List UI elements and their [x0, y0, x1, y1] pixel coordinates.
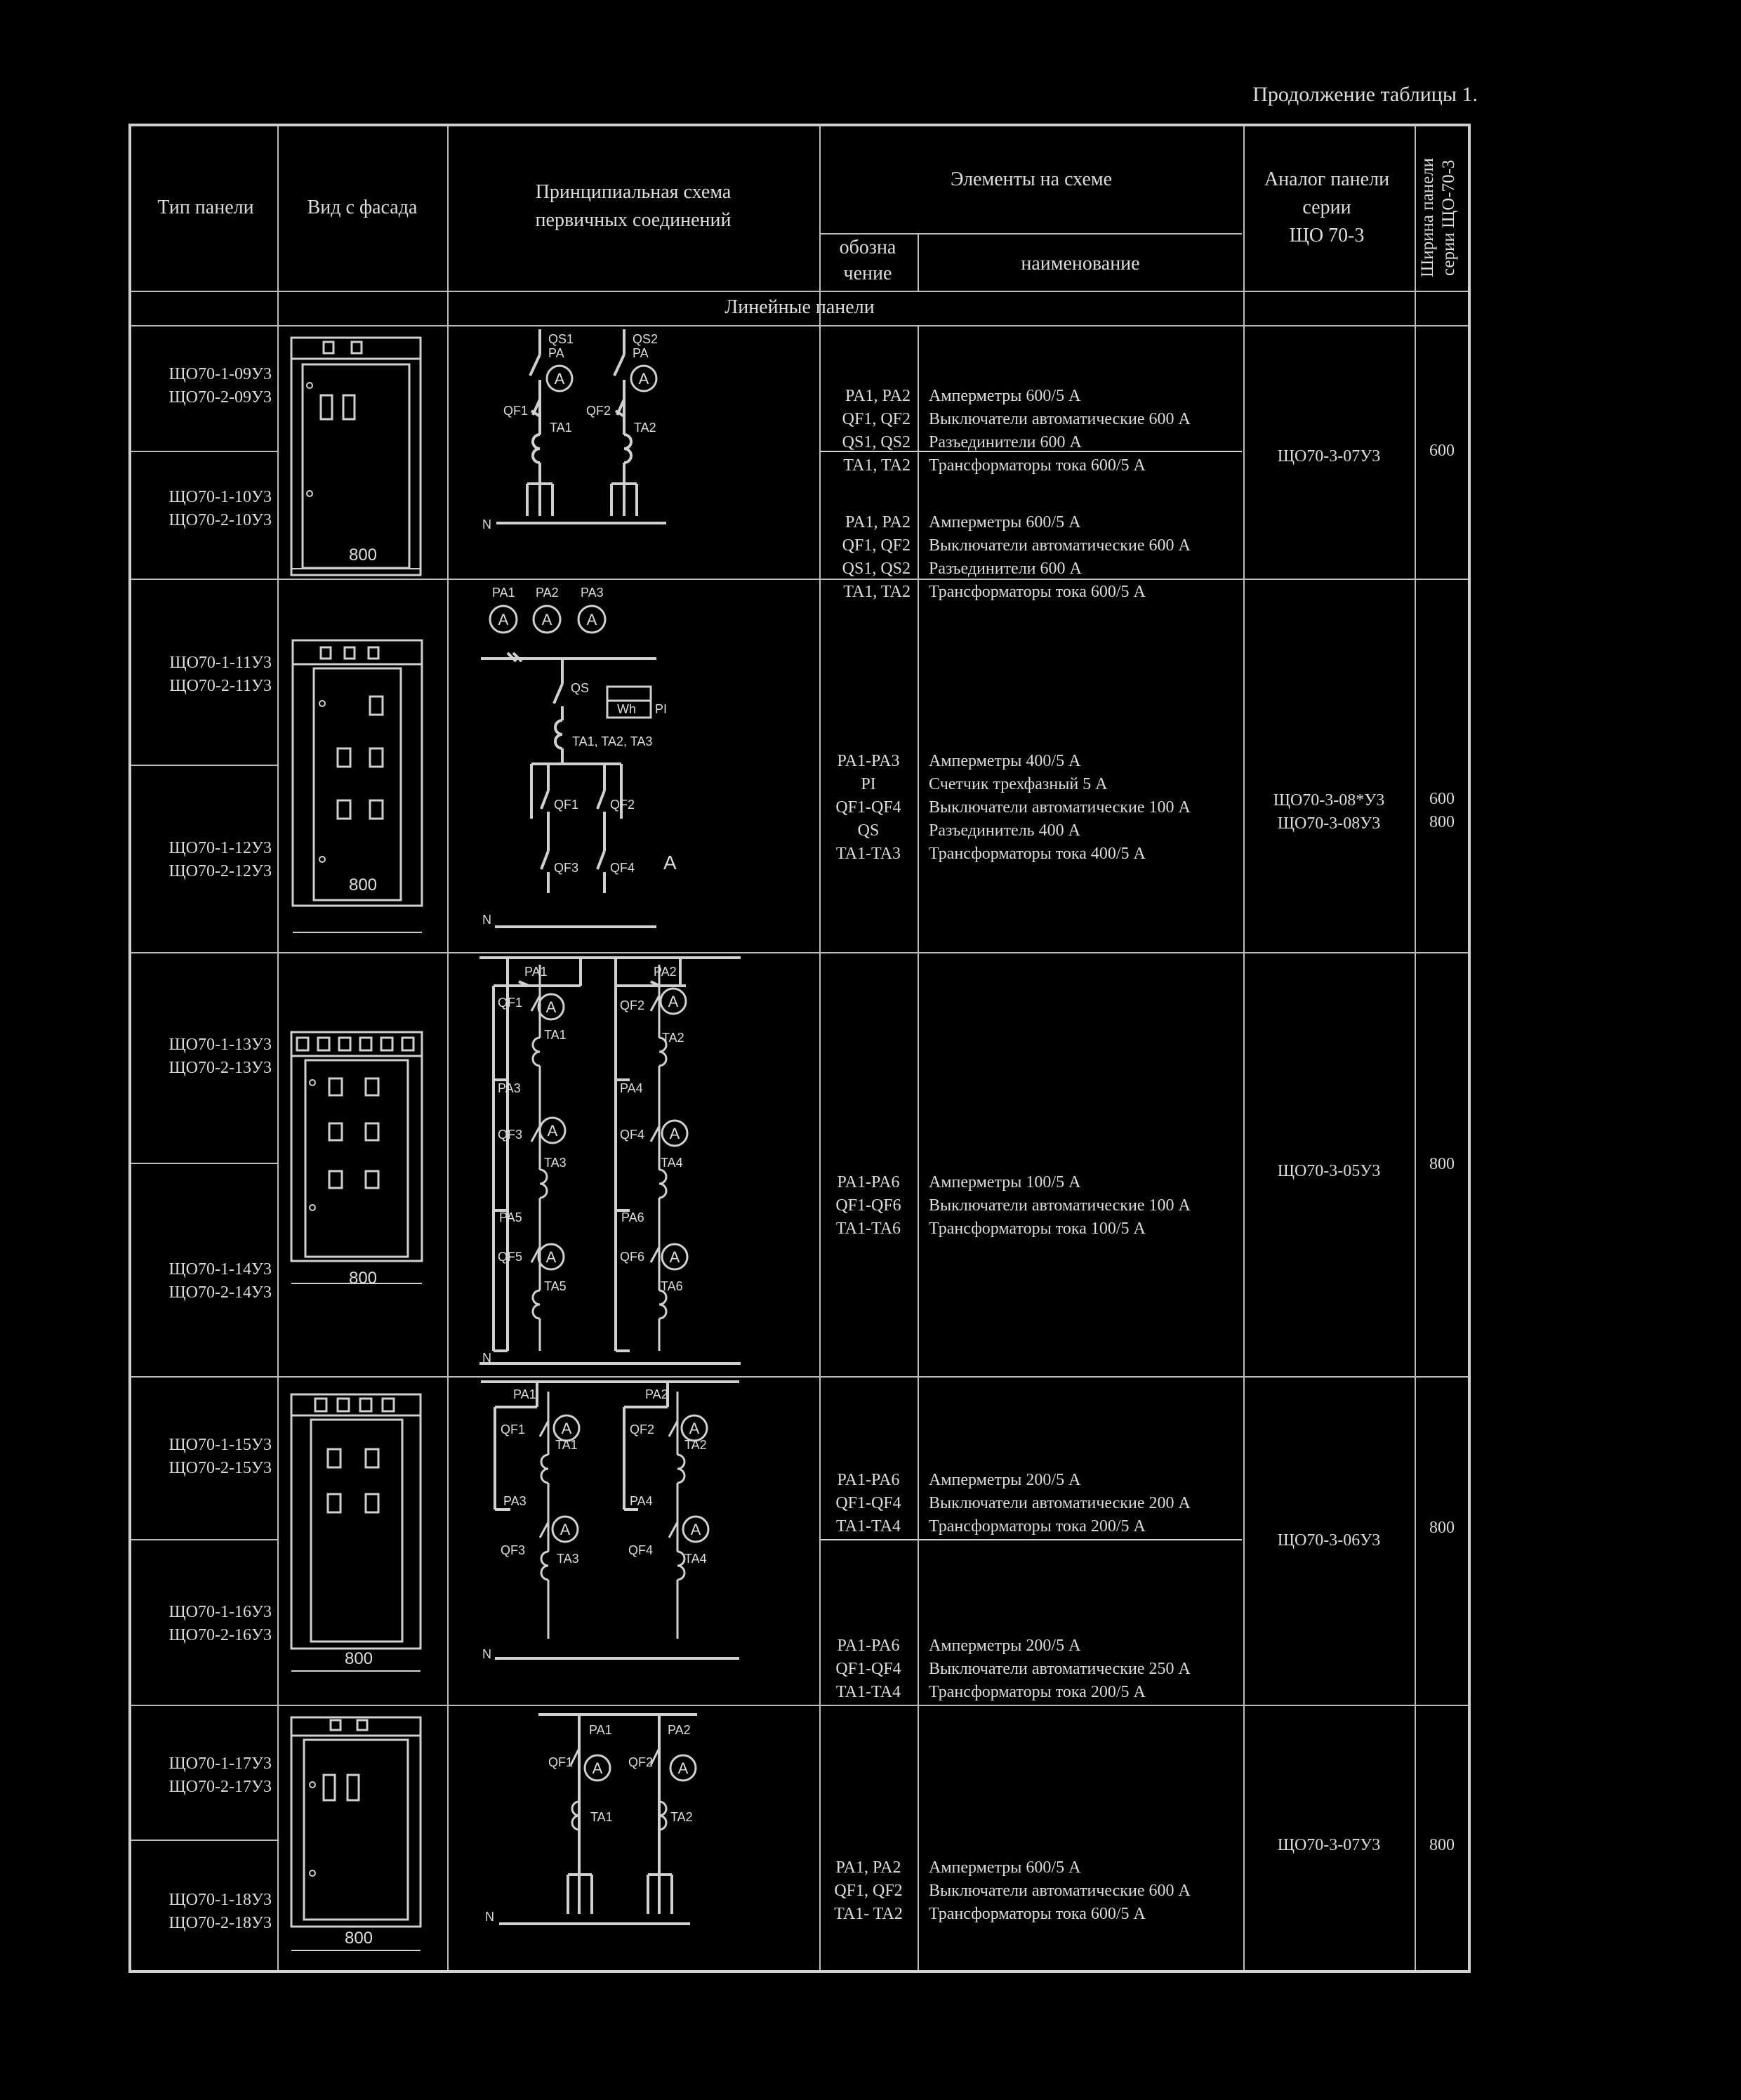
names-17: Амперметры 600/5 А Выключатели автоматические 600 А Трансформаторы тока 600/5 А — [929, 1858, 1191, 1923]
svg-text:TA3: TA3 — [557, 1552, 579, 1566]
facade-view-09 — [279, 326, 446, 577]
svg-text:QF1: QF1 — [548, 1755, 574, 1769]
svg-text:PA2: PA2 — [536, 586, 559, 600]
svg-text:A: A — [561, 1420, 572, 1437]
svg-text:QF2: QF2 — [628, 1755, 654, 1769]
svg-text:QF2: QF2 — [610, 798, 635, 812]
width-4: 800 — [1429, 1836, 1455, 1854]
svg-text:N: N — [482, 1647, 491, 1661]
names-13: Амперметры 100/5 А Выключатели автоматические 100 А Трансформаторы тока 100/5 А — [929, 1173, 1191, 1238]
svg-text:A: A — [668, 993, 679, 1010]
svg-text:QF1: QF1 — [503, 404, 529, 418]
svg-text:A: A — [689, 1420, 700, 1437]
svg-text:QF3: QF3 — [498, 1128, 523, 1142]
facade-width-11: 800 — [348, 876, 378, 894]
scheme-11 — [449, 580, 818, 951]
svg-text:A: A — [545, 998, 557, 1016]
svg-text:QS1: QS1 — [548, 332, 574, 346]
scheme-09 — [449, 326, 818, 577]
svg-text:PA4: PA4 — [620, 1081, 643, 1095]
section-title: Линейные панели — [724, 296, 875, 318]
scheme-17 — [449, 1706, 818, 1970]
svg-text:PA5: PA5 — [499, 1210, 522, 1224]
header-elements: Элементы на схеме — [950, 169, 1113, 190]
names-16: Амперметры 200/5 А Выключатели автоматические 250 А Трансформаторы тока 200/5 А — [929, 1637, 1191, 1701]
svg-text:A: A — [638, 370, 649, 388]
svg-text:TA1: TA1 — [555, 1438, 578, 1452]
analog-1: ЩО70-3-08*У3 ЩО70-3-08У3 — [1273, 791, 1385, 833]
type-11: ЩО70-1-11У3 ЩО70-2-11У3 — [169, 654, 272, 695]
width-2: 800 — [1429, 1155, 1455, 1173]
facade-width-17: 800 — [344, 1929, 373, 1948]
svg-text:N: N — [482, 517, 491, 531]
facade-width-09: 800 — [348, 546, 378, 564]
svg-text:QF1: QF1 — [498, 996, 523, 1010]
svg-text:PA3: PA3 — [498, 1081, 521, 1095]
panel-table — [128, 124, 1471, 1973]
svg-text:QS2: QS2 — [633, 332, 658, 346]
header-type: Тип панели — [157, 197, 254, 218]
facade-width-15: 800 — [344, 1649, 373, 1668]
svg-text:A: A — [541, 611, 552, 628]
svg-text:QF4: QF4 — [610, 861, 635, 875]
type-10: ЩО70-1-10У3 ЩО70-2-10У3 — [168, 488, 272, 529]
type-12: ЩО70-1-12У3 ЩО70-2-12У3 — [168, 839, 272, 880]
svg-text:A: A — [498, 611, 509, 628]
svg-text:QF3: QF3 — [501, 1543, 526, 1557]
svg-text:PA1: PA1 — [513, 1387, 536, 1401]
desig-16: PA1-PA6 QF1-QF4 TA1-TA4 — [835, 1637, 901, 1701]
svg-text:QF2: QF2 — [630, 1422, 655, 1437]
svg-text:TA6: TA6 — [661, 1279, 683, 1293]
svg-text:PA6: PA6 — [621, 1210, 644, 1224]
svg-text:N: N — [482, 913, 491, 927]
svg-text:N: N — [485, 1910, 494, 1924]
svg-text:PA3: PA3 — [581, 586, 604, 600]
svg-text:TA2: TA2 — [684, 1438, 707, 1452]
header-designation: обозна чение — [839, 237, 896, 284]
svg-text:TA2: TA2 — [662, 1031, 684, 1045]
analog-2: ЩО70-3-05У3 — [1277, 1162, 1381, 1180]
type-14: ЩО70-1-14У3 ЩО70-2-14У3 — [168, 1260, 272, 1302]
table-caption: Продолжение таблицы 1. — [1252, 83, 1478, 106]
svg-text:TA1: TA1 — [590, 1810, 613, 1824]
svg-text:A: A — [669, 1125, 680, 1142]
svg-text:PA2: PA2 — [668, 1723, 691, 1737]
analog-0: ЩО70-3-07У3 — [1277, 447, 1381, 465]
desig-10: PA1, PA2 QF1, QF2 QS1, QS2 TA1, TA2 — [842, 513, 911, 601]
svg-text:QF1: QF1 — [554, 798, 579, 812]
desig-15: PA1-PA6 QF1-QF4 TA1-TA4 — [835, 1471, 901, 1536]
width-0: 600 — [1429, 442, 1455, 460]
desig-17: PA1, PA2 QF1, QF2 TA1- TA2 — [834, 1858, 903, 1923]
width-1: 600 800 — [1429, 790, 1455, 831]
svg-text:QF6: QF6 — [620, 1250, 645, 1264]
svg-text:A: A — [586, 611, 597, 628]
header-facade: Вид с фасада — [307, 197, 418, 218]
svg-text:A: A — [690, 1521, 701, 1538]
facade-width-13: 800 — [348, 1269, 378, 1288]
svg-text:PA: PA — [633, 346, 649, 360]
svg-text:PA1: PA1 — [589, 1723, 612, 1737]
svg-text:A: A — [547, 1122, 558, 1140]
header-width: Ширина панели серии ЩО-70-3 — [1418, 158, 1458, 278]
svg-text:A: A — [669, 1248, 680, 1266]
svg-text:PA4: PA4 — [630, 1494, 653, 1508]
svg-text:PA2: PA2 — [645, 1387, 668, 1401]
names-10: Амперметры 600/5 А Выключатели автоматические 600 А Разъединители 600 А Трансформаторы тока 600/5 А — [929, 513, 1191, 601]
svg-text:QF4: QF4 — [620, 1128, 645, 1142]
svg-text:N: N — [482, 1351, 491, 1365]
svg-text:QF5: QF5 — [498, 1250, 523, 1264]
svg-text:QF3: QF3 — [554, 861, 579, 875]
svg-text:TA5: TA5 — [544, 1279, 567, 1293]
analog-4: ЩО70-3-07У3 — [1277, 1836, 1381, 1854]
svg-text:TA4: TA4 — [661, 1156, 683, 1170]
svg-text:TA3: TA3 — [544, 1156, 567, 1170]
svg-text:PA1: PA1 — [492, 586, 515, 600]
names-11: Амперметры 400/5 А Счетчик трехфазный 5 А Выключатели автоматические 100 А Разъединитель 400 А Трансформаторы тока 400/5 А — [929, 752, 1191, 863]
desig-09: PA1, PA2 QF1, QF2 QS1, QS2 TA1, TA2 — [842, 387, 911, 475]
svg-text:PA1: PA1 — [524, 965, 548, 979]
svg-text:TA2: TA2 — [670, 1810, 693, 1824]
svg-text:TA4: TA4 — [684, 1552, 707, 1566]
type-09: ЩО70-1-09У3 ЩО70-2-09У3 — [168, 365, 272, 407]
scheme-15 — [449, 1378, 818, 1703]
svg-text:TA1: TA1 — [550, 421, 572, 435]
type-15: ЩО70-1-15У3 ЩО70-2-15У3 — [168, 1436, 272, 1477]
svg-text:A: A — [592, 1759, 603, 1777]
svg-text:TA1: TA1 — [544, 1028, 567, 1042]
svg-text:QF4: QF4 — [628, 1543, 654, 1557]
svg-text:Wh: Wh — [617, 702, 636, 716]
width-3: 800 — [1429, 1519, 1455, 1537]
svg-text:A: A — [554, 370, 565, 388]
svg-text:PA: PA — [548, 346, 564, 360]
scheme-13 — [449, 953, 818, 1375]
svg-text:QF1: QF1 — [501, 1422, 526, 1437]
type-16: ЩО70-1-16У3 ЩО70-2-16У3 — [168, 1603, 272, 1644]
names-15: Амперметры 200/5 А Выключатели автоматические 200 А Трансформаторы тока 200/5 А — [929, 1471, 1191, 1536]
analog-3: ЩО70-3-06У3 — [1277, 1531, 1381, 1550]
svg-text:PA3: PA3 — [503, 1494, 527, 1508]
svg-text:QS: QS — [571, 681, 590, 695]
svg-text:TA2: TA2 — [634, 421, 656, 435]
svg-text:QF2: QF2 — [586, 404, 611, 418]
type-18: ЩО70-1-18У3 ЩО70-2-18У3 — [168, 1891, 272, 1932]
type-17: ЩО70-1-17У3 ЩО70-2-17У3 — [168, 1755, 272, 1796]
header-analog: Аналог панели серии ЩО 70-3 — [1264, 169, 1390, 246]
svg-text:A: A — [663, 852, 677, 873]
svg-text:A: A — [560, 1521, 571, 1538]
facade-view-13 — [279, 953, 446, 1375]
svg-text:A: A — [677, 1759, 689, 1777]
header-name: наименование — [1021, 253, 1140, 275]
svg-text:QF2: QF2 — [620, 998, 645, 1012]
desig-13: PA1-PA6 QF1-QF6 TA1-TA6 — [835, 1173, 901, 1238]
svg-text:TA1, TA2, TA3: TA1, TA2, TA3 — [572, 734, 653, 748]
svg-text:PI: PI — [655, 702, 668, 716]
desig-11: PA1-PA3 PI QF1-QF4 QS TA1-TA3 — [835, 752, 901, 863]
svg-text:A: A — [545, 1248, 557, 1266]
svg-text:PA2: PA2 — [654, 965, 677, 979]
header-scheme: Принципиальная схема первичных соединений — [535, 181, 732, 231]
type-13: ЩО70-1-13У3 ЩО70-2-13У3 — [168, 1036, 272, 1077]
names-09: Амперметры 600/5 А Выключатели автоматические 600 А Разъединители 600 А Трансформаторы тока 600/5 А — [929, 387, 1191, 475]
